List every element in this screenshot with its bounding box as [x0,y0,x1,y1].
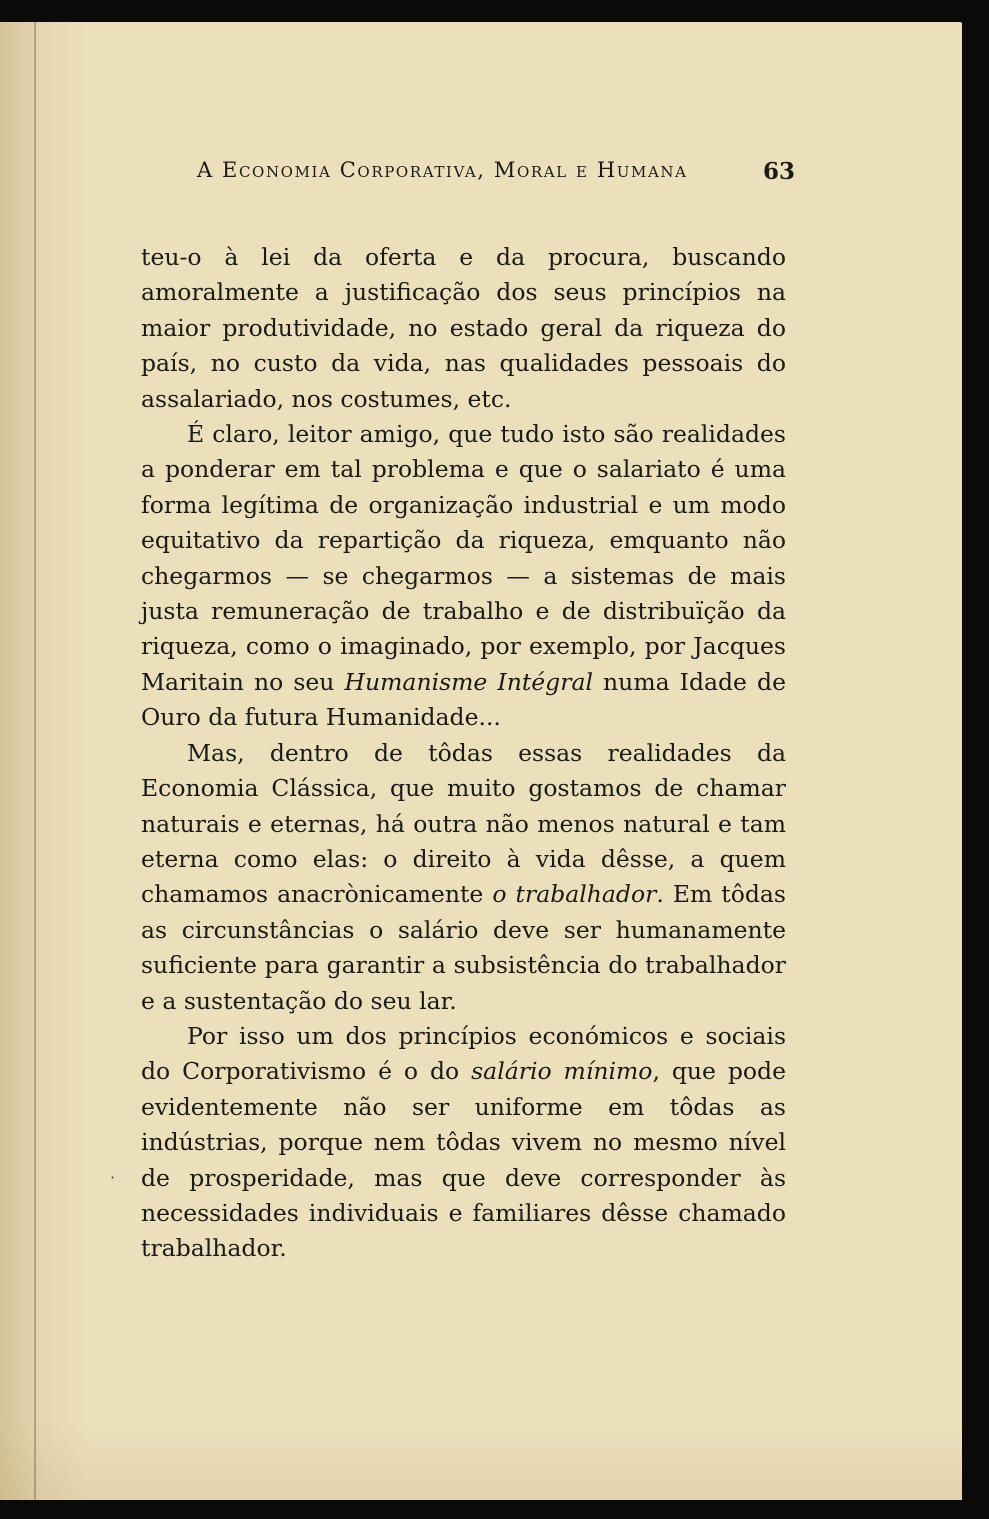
text-run: numa Idade de Ouro da futura Humanidade... [141,667,786,732]
page-header [197,158,795,192]
paragraph-p4 [141,1019,786,1267]
page-number: 63 [762,158,795,185]
italic-term: salário mínimo [471,1057,653,1086]
running-title: A Economia Corporativa, Moral e Humana [197,158,688,182]
body-text [141,240,786,1267]
text-run: Por isso um dos princípios económicos e sociais do Corporativismo é o do [141,1021,786,1086]
ink-speck: · [110,1168,116,1187]
text-run: , que pode evidentemente não ser uniforme em tôdas as indústrias, porque nem tôdas vivem no mesmo nível de prosperidade, mas que deve corresponder às necessidades individuais e familiares dêsse chamado trabalhador. [141,1057,786,1263]
text-run: É claro, leitor amigo, que tudo isto são realidades a ponderar em tal problema e que o salariato é uma forma legítima de organização industrial e um modo equitativo da repartição da riqueza, emquanto não chegarmos — se chegarmos — a sistemas de mais justa remuneração de trabalho e de distribuïção da riqueza, como o imaginado, por exemplo, por Jacques Maritain no seu [141,420,786,696]
paragraph-p1 [141,240,786,417]
paragraph-p3 [141,736,786,1019]
text-run: Mas, dentro de tôdas essas realidades da Economia Clássica, que muito gostamos de chamar naturais e eternas, há outra não menos natural e tam eterna como elas: o direito à vida dêsse, a quem chamamos anacrònicamente [141,738,786,909]
text-run: . Em tôdas as circunstâncias o salário deve ser humanamente suficiente para garantir a subsistência do trabalhador e a sustentação do seu lar. [141,880,786,1015]
italic-term: Humanisme Intégral [344,667,593,696]
italic-term: o trabalhador [492,880,657,909]
binding-gutter [34,22,36,1500]
text-run: teu-o à lei da oferta e da procura, buscando amoralmente a justificação dos seus princípios na maior produtividade, no estado geral da riqueza do país, no custo da vida, nas qualidades pessoais do assalariado, nos costumes, etc. [141,243,786,413]
paragraph-p2 [141,417,786,736]
